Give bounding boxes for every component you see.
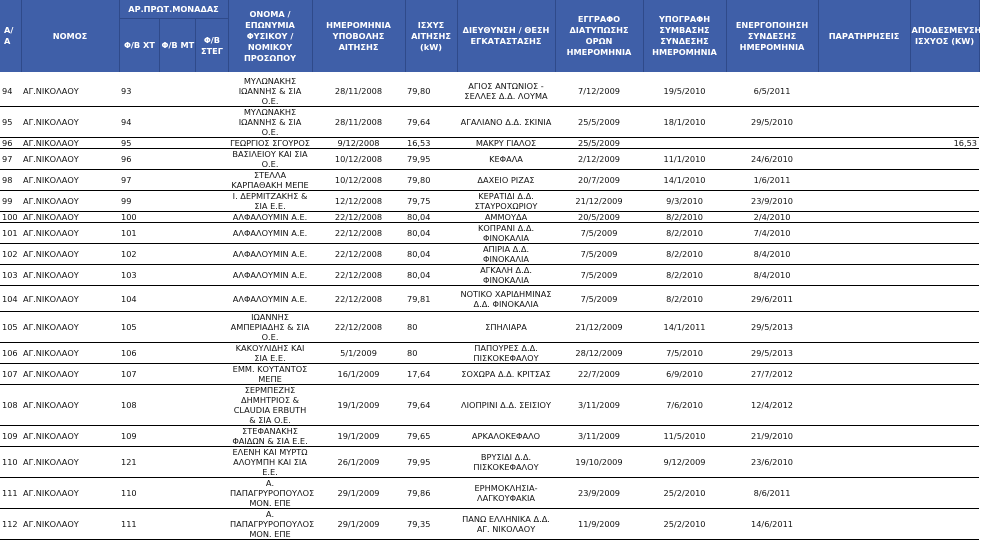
cell-aa: 94 — [0, 76, 21, 107]
cell-nomos: ΑΓ.ΝΙΚΟΛΑΟΥ — [21, 364, 119, 385]
cell-nomos: ΑΓ.ΝΙΚΟΛΑΟΥ — [21, 76, 119, 107]
cell-name: ΕΜΜ. ΚΟΥΤΑΝΤΟΣ ΜΕΠΕ — [228, 364, 312, 385]
cell-aa: 102 — [0, 244, 21, 265]
header-ar-group — [119, 0, 228, 72]
cell-kw: 80,04 — [405, 265, 457, 286]
cell-kw: 79,81 — [405, 286, 457, 312]
cell-fb — [160, 312, 228, 343]
table-row — [0, 265, 979, 286]
cell-d2 — [643, 138, 726, 149]
cell-fb — [160, 426, 228, 447]
header-terms-date: ΕΓΓΡΑΦΟ ΔΙΑΤΥΠΩΣΗΣ ΟΡΩΝ ΗΜΕΡΟΜΗΝΙΑ — [555, 0, 643, 72]
cell-date: 28/11/2008 — [312, 76, 405, 107]
cell-ar: 99 — [119, 191, 160, 212]
cell-aa: 109 — [0, 426, 21, 447]
cell-nomos: ΑΓ.ΝΙΚΟΛΑΟΥ — [21, 149, 119, 170]
cell-d3: 29/5/2013 — [726, 343, 818, 364]
cell-addr: ΕΡΗΜΟΚΛΗΣΙΑ-ΛΑΓΚΟΥΦΑΚΙΑ — [457, 478, 555, 509]
cell-d1: 21/12/2009 — [555, 312, 643, 343]
cell-name: ΑΛΦΑΛΟΥΜΙΝ Α.Ε. — [228, 286, 312, 312]
cell-kw: 79,86 — [405, 478, 457, 509]
cell-nomos: ΑΓ.ΝΙΚΟΛΑΟΥ — [21, 312, 119, 343]
cell-d1: 20/7/2009 — [555, 170, 643, 191]
cell-nomos: ΑΓ.ΝΙΚΟΛΑΟΥ — [21, 212, 119, 223]
cell-addr: ΑΓΙΟΣ ΑΝΤΩΝΙΟΣ - ΣΕΛΛΕΣ Δ.Δ. ΛΟΥΜΑ — [457, 76, 555, 107]
cell-notes — [818, 170, 910, 191]
cell-d3: 23/9/2010 — [726, 191, 818, 212]
cell-kw: 79,80 — [405, 76, 457, 107]
cell-ar: 121 — [119, 447, 160, 478]
cell-nomos: ΑΓ.ΝΙΚΟΛΑΟΥ — [21, 107, 119, 138]
cell-name: ΒΑΣΙΛΕΙΟΥ ΚΑΙ ΣΙΑ Ο.Ε. — [228, 149, 312, 170]
cell-d1: 23/9/2009 — [555, 478, 643, 509]
cell-d1: 20/5/2009 — [555, 212, 643, 223]
cell-name: ΚΑΚΟΥΛΙΔΗΣ ΚΑΙ ΣΙΑ Ε.Ε. — [228, 343, 312, 364]
cell-date: 19/1/2009 — [312, 426, 405, 447]
cell-kw: 79,95 — [405, 447, 457, 478]
table-row — [0, 191, 979, 212]
cell-d1: 3/11/2009 — [555, 385, 643, 426]
cell-d3: 29/5/2013 — [726, 312, 818, 343]
header-fb-mt: Φ/Β ΜΤ — [160, 19, 196, 72]
cell-d1: 28/12/2009 — [555, 343, 643, 364]
cell-d3: 12/4/2012 — [726, 385, 818, 426]
header-ar: ΑΡ.ΠΡΩΤ.ΜΟΝΑΔΑΣ — [120, 0, 228, 19]
cell-nomos: ΑΓ.ΝΙΚΟΛΑΟΥ — [21, 170, 119, 191]
cell-name: ΙΩΑΝΝΗΣ ΑΜΠΕΡΙΑΔΗΣ & ΣΙΑ Ο.Ε. — [228, 312, 312, 343]
cell-nomos: ΑΓ.ΝΙΚΟΛΑΟΥ — [21, 478, 119, 509]
cell-notes — [818, 138, 910, 149]
cell-kw: 80,04 — [405, 244, 457, 265]
header-contract-date: ΥΠΟΓΡΑΦΗ ΣΥΜΒΑΣΗΣ ΣΥΝΔΕΣΗΣ ΗΜΕΡΟΜΗΝΙΑ — [643, 0, 726, 72]
cell-apod — [910, 286, 979, 312]
header-fb-steg: Φ/Β ΣΤΕΓ — [200, 34, 223, 56]
cell-d3: 29/6/2011 — [726, 286, 818, 312]
cell-addr: ΒΡΥΣΙΔΙ Δ.Δ. ΠΙΣΚΟΚΕΦΑΛΟΥ — [457, 447, 555, 478]
cell-date: 29/1/2009 — [312, 478, 405, 509]
cell-d2: 8/2/2010 — [643, 212, 726, 223]
cell-aa: 106 — [0, 343, 21, 364]
cell-date: 10/12/2008 — [312, 149, 405, 170]
table-row — [0, 364, 979, 385]
cell-d3 — [726, 138, 818, 149]
cell-d1: 7/5/2009 — [555, 265, 643, 286]
cell-fb — [160, 138, 228, 149]
cell-name: Α. ΠΑΠΑΓΡΥΡΟΠΟΥΛΟΣ ΜΟΝ. ΕΠΕ — [230, 478, 315, 508]
cell-d3: 8/6/2011 — [726, 478, 818, 509]
cell-d3: 14/6/2011 — [726, 509, 818, 540]
cell-d1: 7/5/2009 — [555, 286, 643, 312]
cell-ar: 97 — [119, 170, 160, 191]
cell-d3: 21/9/2010 — [726, 426, 818, 447]
cell-addr: ΝΟΤΙΚΟ ΧΑΡΙΔΗΜΙΝΑΣ Δ.Δ. ΦΙΝΟΚΑΛΙΑ — [457, 286, 555, 312]
cell-notes — [818, 76, 910, 107]
cell-ar: 104 — [119, 286, 160, 312]
cell-fb — [160, 149, 228, 170]
cell-d3: 27/7/2012 — [726, 364, 818, 385]
cell-apod — [910, 76, 979, 107]
cell-apod — [910, 149, 979, 170]
cell-fb — [160, 509, 228, 540]
cell-nomos: ΑΓ.ΝΙΚΟΛΑΟΥ — [21, 244, 119, 265]
cell-fb — [160, 170, 228, 191]
cell-fb — [160, 286, 228, 312]
cell-kw: 79,64 — [405, 385, 457, 426]
cell-date: 22/12/2008 — [312, 223, 405, 244]
cell-date: 22/12/2008 — [312, 286, 405, 312]
cell-notes — [818, 509, 910, 540]
cell-d1: 25/5/2009 — [555, 138, 643, 149]
cell-name: ΜΥΛΩΝΑΚΗΣ ΙΩΑΝΝΗΣ & ΣΙΑ Ο.Ε. — [228, 76, 312, 107]
cell-fb — [160, 447, 228, 478]
cell-aa: 97 — [0, 149, 21, 170]
cell-name: ΣΤΕΛΛΑ ΚΑΡΠΑΘΑΚΗ ΜΕΠΕ — [228, 170, 312, 191]
cell-kw: 79,65 — [405, 426, 457, 447]
cell-kw: 79,64 — [405, 107, 457, 138]
table-row — [0, 478, 979, 509]
cell-name: Ι. ΔΕΡΜΙΤΖΑΚΗΣ & ΣΙΑ Ε.Ε. — [228, 191, 312, 212]
cell-d2: 8/2/2010 — [643, 286, 726, 312]
cell-apod: 16,53 — [910, 138, 979, 149]
cell-apod — [910, 312, 979, 343]
cell-notes — [818, 244, 910, 265]
cell-fb — [160, 343, 228, 364]
cell-addr: ΜΑΚΡΥ ΓΙΑΛΟΣ — [457, 138, 555, 149]
cell-aa: 107 — [0, 364, 21, 385]
cell-fb — [160, 385, 228, 426]
cell-d3: 23/6/2010 — [726, 447, 818, 478]
cell-kw: 80 — [405, 343, 457, 364]
cell-notes — [818, 191, 910, 212]
cell-d3: 29/5/2010 — [726, 107, 818, 138]
cell-ar: 102 — [119, 244, 160, 265]
cell-d2: 7/6/2010 — [643, 385, 726, 426]
cell-kw: 79,35 — [405, 509, 457, 540]
cell-ar: 107 — [119, 364, 160, 385]
table-row — [0, 447, 979, 478]
cell-date: 16/1/2009 — [312, 364, 405, 385]
cell-nomos: ΑΓ.ΝΙΚΟΛΑΟΥ — [21, 426, 119, 447]
cell-notes — [818, 223, 910, 244]
cell-ar: 105 — [119, 312, 160, 343]
cell-fb — [160, 212, 228, 223]
cell-d3: 6/5/2011 — [726, 76, 818, 107]
cell-name: ΑΛΦΑΛΟΥΜΙΝ Α.Ε. — [228, 244, 312, 265]
cell-notes — [818, 212, 910, 223]
cell-d1: 25/5/2009 — [555, 107, 643, 138]
table-row — [0, 223, 979, 244]
cell-notes — [818, 385, 910, 426]
cell-addr: ΑΓΚΑΛΗ Δ.Δ. ΦΙΝΟΚΑΛΙΑ — [457, 265, 555, 286]
cell-d1: 11/9/2009 — [555, 509, 643, 540]
cell-apod — [910, 191, 979, 212]
cell-fb — [160, 265, 228, 286]
cell-notes — [818, 364, 910, 385]
cell-fb — [160, 76, 228, 107]
cell-name: ΑΛΦΑΛΟΥΜΙΝ Α.Ε. — [228, 265, 312, 286]
cell-aa: 101 — [0, 223, 21, 244]
cell-kw: 80 — [405, 312, 457, 343]
cell-d2: 14/1/2011 — [643, 312, 726, 343]
table-row — [0, 76, 979, 107]
cell-date: 22/12/2008 — [312, 312, 405, 343]
cell-d2: 19/5/2010 — [643, 76, 726, 107]
cell-apod — [910, 223, 979, 244]
cell-d2: 6/9/2010 — [643, 364, 726, 385]
cell-ar: 110 — [119, 478, 160, 509]
cell-addr: ΑΠΙΡΙΑ Δ.Δ. ΦΙΝΟΚΑΛΙΑ — [457, 244, 555, 265]
cell-d1: 7/5/2009 — [555, 244, 643, 265]
cell-apod — [910, 212, 979, 223]
table-row — [0, 509, 979, 540]
cell-nomos: ΑΓ.ΝΙΚΟΛΑΟΥ — [21, 343, 119, 364]
cell-date: 28/11/2008 — [312, 107, 405, 138]
cell-aa: 111 — [0, 478, 21, 509]
table-row — [0, 343, 979, 364]
cell-ar: 111 — [119, 509, 160, 540]
header-fb-xt: Φ/Β ΧΤ — [120, 19, 161, 72]
cell-apod — [910, 170, 979, 191]
cell-ar: 101 — [119, 223, 160, 244]
cell-ar: 94 — [119, 107, 160, 138]
cell-date: 19/1/2009 — [312, 385, 405, 426]
cell-fb — [160, 223, 228, 244]
cell-ar: 95 — [119, 138, 160, 149]
table-row — [0, 170, 979, 191]
cell-d3: 24/6/2010 — [726, 149, 818, 170]
header-release: ΑΠΟΔΕΣΜΕΥΣΗ ΙΣΧΥΟΣ (KW) — [910, 0, 979, 72]
cell-apod — [910, 343, 979, 364]
cell-ar: 109 — [119, 426, 160, 447]
cell-date: 26/1/2009 — [312, 447, 405, 478]
table-row — [0, 312, 979, 343]
table-row — [0, 286, 979, 312]
cell-aa: 100 — [0, 212, 21, 223]
cell-nomos: ΑΓ.ΝΙΚΟΛΑΟΥ — [21, 509, 119, 540]
cell-d3: 7/4/2010 — [726, 223, 818, 244]
cell-addr: ΠΑΝΩ ΕΛΛΗΝΙΚΑ Δ.Δ. ΑΓ. ΝΙΚΟΛΑΟΥ — [457, 509, 555, 540]
cell-nomos: ΑΓ.ΝΙΚΟΛΑΟΥ — [21, 286, 119, 312]
cell-aa: 96 — [0, 138, 21, 149]
cell-kw: 79,80 — [405, 170, 457, 191]
cell-date: 10/12/2008 — [312, 170, 405, 191]
cell-d2: 18/1/2010 — [643, 107, 726, 138]
cell-date: 12/12/2008 — [312, 191, 405, 212]
cell-d3: 1/6/2011 — [726, 170, 818, 191]
cell-apod — [910, 265, 979, 286]
cell-d1: 7/12/2009 — [555, 76, 643, 107]
cell-d3: 2/4/2010 — [726, 212, 818, 223]
cell-notes — [818, 312, 910, 343]
cell-fb — [160, 364, 228, 385]
cell-notes — [818, 478, 910, 509]
cell-name: ΑΛΦΑΛΟΥΜΙΝ Α.Ε. — [228, 223, 312, 244]
cell-date: 22/12/2008 — [312, 265, 405, 286]
cell-nomos: ΑΓ.ΝΙΚΟΛΑΟΥ — [21, 447, 119, 478]
cell-d2: 11/1/2010 — [643, 149, 726, 170]
cell-aa: 99 — [0, 191, 21, 212]
cell-d1: 22/7/2009 — [555, 364, 643, 385]
cell-nomos: ΑΓ.ΝΙΚΟΛΑΟΥ — [21, 138, 119, 149]
cell-name: ΓΕΩΡΓΙΟΣ ΣΓΟΥΡΟΣ — [228, 138, 312, 149]
cell-d1: 21/12/2009 — [555, 191, 643, 212]
cell-aa: 108 — [0, 385, 21, 426]
cell-ar: 103 — [119, 265, 160, 286]
cell-ar: 106 — [119, 343, 160, 364]
cell-aa: 98 — [0, 170, 21, 191]
cell-d3: 8/4/2010 — [726, 244, 818, 265]
cell-fb — [160, 191, 228, 212]
cell-d2: 8/2/2010 — [643, 265, 726, 286]
cell-apod — [910, 447, 979, 478]
cell-addr: ΚΕΦΑΛΑ — [457, 149, 555, 170]
cell-date: 29/1/2009 — [312, 509, 405, 540]
cell-name: ΕΛΕΝΗ ΚΑΙ ΜΥΡΤΩ ΑΛΟΥΜΠΗ ΚΑΙ ΣΙΑ Ε.Ε. — [228, 447, 312, 478]
cell-addr: ΣΠΗΛΙΑΡΑ — [457, 312, 555, 343]
cell-fb — [160, 478, 228, 509]
table-row — [0, 138, 979, 149]
cell-aa: 95 — [0, 107, 21, 138]
header-address: ΔΙΕΥΘΥΝΣΗ / ΘΕΣΗ ΕΓΚΑΤΑΣΤΑΣΗΣ — [457, 0, 555, 72]
cell-addr: ΣΟΧΩΡΑ Δ.Δ. ΚΡΙΤΣΑΣ — [457, 364, 555, 385]
cell-kw: 17,64 — [405, 364, 457, 385]
cell-date: 9/12/2008 — [312, 138, 405, 149]
cell-d2: 11/5/2010 — [643, 426, 726, 447]
cell-aa: 104 — [0, 286, 21, 312]
table-row — [0, 426, 979, 447]
header-activation-date: ΕΝΕΡΓΟΠΟΙΗΣΗ ΣΥΝΔΕΣΗΣ ΗΜΕΡΟΜΗΝΙΑ — [726, 0, 818, 72]
cell-addr: ΚΟΠΡΑΝΙ Δ.Δ. ΦΙΝΟΚΑΛΙΑ — [457, 223, 555, 244]
cell-d1: 2/12/2009 — [555, 149, 643, 170]
cell-nomos: ΑΓ.ΝΙΚΟΛΑΟΥ — [21, 385, 119, 426]
cell-d3: 8/4/2010 — [726, 265, 818, 286]
table-row — [0, 212, 979, 223]
cell-kw: 79,95 — [405, 149, 457, 170]
cell-d2: 9/3/2010 — [643, 191, 726, 212]
cell-nomos: ΑΓ.ΝΙΚΟΛΑΟΥ — [21, 191, 119, 212]
cell-notes — [818, 447, 910, 478]
cell-fb — [160, 107, 228, 138]
table-row — [0, 385, 979, 426]
cell-apod — [910, 385, 979, 426]
cell-notes — [818, 286, 910, 312]
cell-apod — [910, 107, 979, 138]
header-name: ΟΝΟΜΑ / ΕΠΩΝΥΜΙΑ ΦΥΣΙΚΟΥ / ΝΟΜΙΚΟΥ ΠΡΟΣΩΠΟΥ — [228, 0, 312, 72]
cell-ar: 100 — [119, 212, 160, 223]
cell-addr: ΑΓΑΛΙΑΝΟ Δ.Δ. ΣΚΙΝΙΑ — [457, 107, 555, 138]
cell-name: Α. ΠΑΠΑΓΡΥΡΟΠΟΥΛΟΣ ΜΟΝ. ΕΠΕ — [230, 509, 315, 539]
cell-kw: 79,75 — [405, 191, 457, 212]
cell-addr: ΑΡΚΑΛΟΚΕΦΑΛΟ — [457, 426, 555, 447]
cell-d1: 3/11/2009 — [555, 426, 643, 447]
table-row — [0, 244, 979, 265]
cell-name: ΑΛΦΑΛΟΥΜΙΝ Α.Ε. — [228, 212, 312, 223]
cell-ar: 96 — [119, 149, 160, 170]
cell-notes — [818, 149, 910, 170]
cell-d2: 25/2/2010 — [643, 509, 726, 540]
header-aa: Α/Α — [0, 0, 21, 72]
header-nomos: ΝΟΜΟΣ — [21, 0, 119, 72]
cell-addr: ΚΕΡΑΤΙΔΙ Δ.Δ. ΣΤΑΥΡΟΧΩΡΙΟΥ — [457, 191, 555, 212]
cell-name: ΣΕΡΜΠΕΖΗΣ ΔΗΜΗΤΡΙΟΣ & CLAUDIA ERBUTH & ΣΙΑ Ο.Ε. — [228, 385, 312, 426]
header-notes: ΠΑΡΑΤΗΡΗΣΕΙΣ — [818, 0, 910, 72]
cell-d2: 25/2/2010 — [643, 478, 726, 509]
cell-notes — [818, 343, 910, 364]
cell-date: 22/12/2008 — [312, 244, 405, 265]
cell-d2: 14/1/2010 — [643, 170, 726, 191]
cell-addr: ΛΙΟΠΡΙΝΙ Δ.Δ. ΣΕΙΣΙΟΥ — [457, 385, 555, 426]
cell-d1: 7/5/2009 — [555, 223, 643, 244]
cell-nomos: ΑΓ.ΝΙΚΟΛΑΟΥ — [21, 265, 119, 286]
cell-apod — [910, 244, 979, 265]
cell-name: ΣΤΕΦΑΝΑΚΗΣ ΦΑΙΔΩΝ & ΣΙΑ Ε.Ε. — [228, 426, 312, 447]
cell-d1: 19/10/2009 — [555, 447, 643, 478]
cell-apod — [910, 364, 979, 385]
cell-name: ΜΥΛΩΝΑΚΗΣ ΙΩΑΝΝΗΣ & ΣΙΑ Ο.Ε. — [228, 107, 312, 138]
cell-fb — [160, 244, 228, 265]
cell-notes — [818, 107, 910, 138]
cell-aa: 110 — [0, 447, 21, 478]
cell-ar: 93 — [119, 76, 160, 107]
cell-ar: 108 — [119, 385, 160, 426]
cell-date: 5/1/2009 — [312, 343, 405, 364]
cell-kw: 80,04 — [405, 212, 457, 223]
cell-addr: ΠΑΠΟΥΡΕΣ Δ.Δ. ΠΙΣΚΟΚΕΦΑΛΟΥ — [457, 343, 555, 364]
cell-notes — [818, 265, 910, 286]
cell-d2: 9/12/2009 — [643, 447, 726, 478]
cell-aa: 103 — [0, 265, 21, 286]
table-row — [0, 149, 979, 170]
cell-addr: ΔΑΧΕΙΟ ΡΙΖΑΣ — [457, 170, 555, 191]
cell-d2: 7/5/2010 — [643, 343, 726, 364]
cell-apod — [910, 426, 979, 447]
table-row — [0, 107, 979, 138]
cell-aa: 105 — [0, 312, 21, 343]
cell-kw: 80,04 — [405, 223, 457, 244]
cell-kw: 16,53 — [405, 138, 457, 149]
cell-d2: 8/2/2010 — [643, 223, 726, 244]
header-kw: ΙΣΧΥΣ ΑΙΤΗΣΗΣ (kW) — [405, 0, 457, 72]
cell-addr: ΑΜΜΟΥΔΑ — [457, 212, 555, 223]
cell-nomos: ΑΓ.ΝΙΚΟΛΑΟΥ — [21, 223, 119, 244]
cell-notes — [818, 426, 910, 447]
cell-date: 22/12/2008 — [312, 212, 405, 223]
cell-aa: 112 — [0, 509, 21, 540]
cell-apod — [910, 509, 979, 540]
cell-apod — [910, 478, 979, 509]
cell-d2: 8/2/2010 — [643, 244, 726, 265]
header-date: ΗΜΕΡΟΜΗΝΙΑ ΥΠΟΒΟΛΗΣ ΑΙΤΗΣΗΣ — [312, 0, 405, 72]
